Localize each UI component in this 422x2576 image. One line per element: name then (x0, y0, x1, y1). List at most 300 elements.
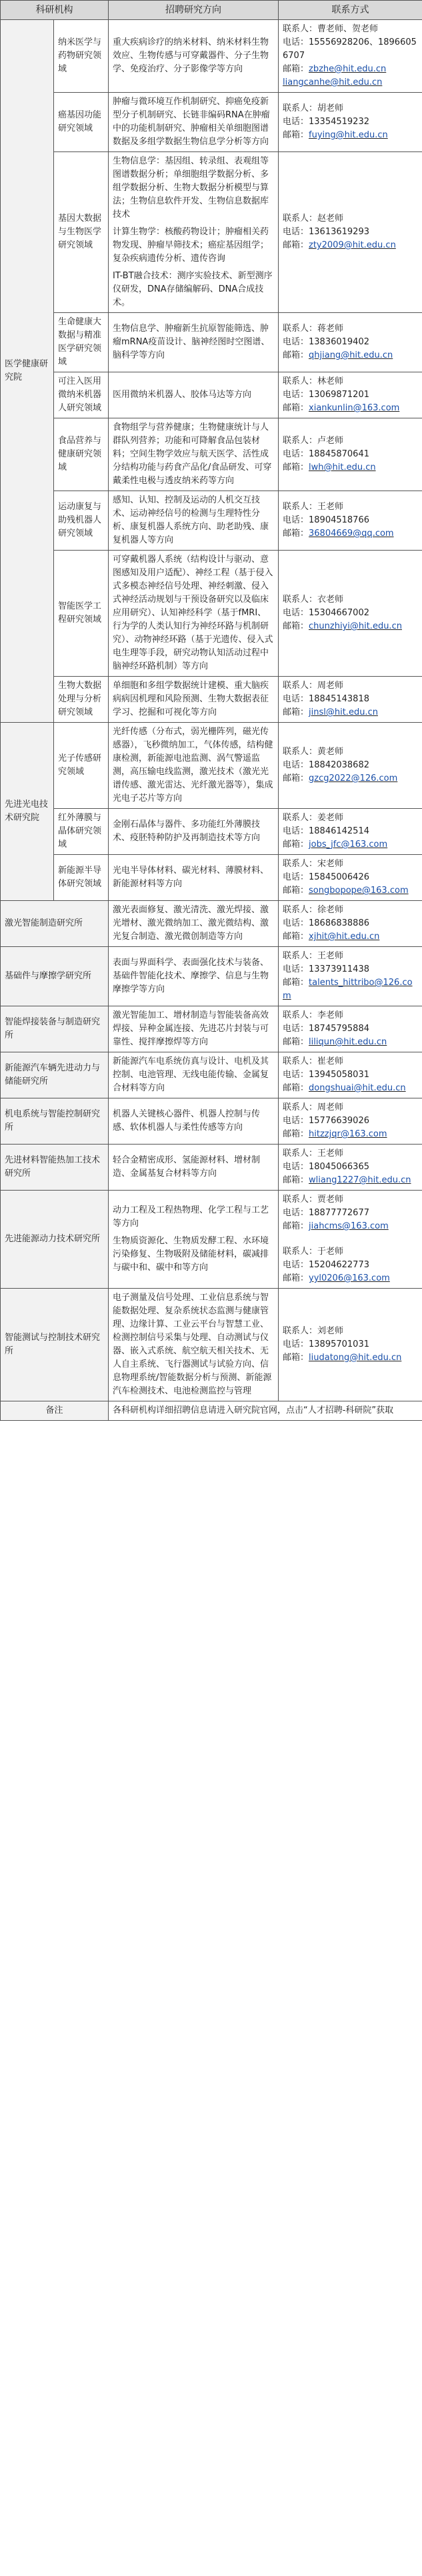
research-field: 智能医学工程研究领域 (54, 551, 109, 677)
research-institute: 智能测试与控制技术研究所 (1, 1289, 109, 1401)
phone-number: 15304667002 (309, 608, 369, 618)
contact-info (279, 855, 422, 901)
research-institute: 新能源汽车辆先进动力与储能研究所 (1, 1052, 109, 1098)
phone-label: 电话： (283, 918, 309, 928)
email-link[interactable] (309, 1273, 390, 1283)
contact-info (279, 947, 422, 1006)
header-direction: 招聘研究方向 (109, 1, 279, 20)
phone-number: 15776639026 (309, 1116, 369, 1126)
email-link[interactable] (309, 130, 388, 140)
contact-phone (283, 871, 418, 884)
phone-label: 电话： (283, 694, 309, 704)
contact-phone (283, 115, 418, 129)
email-link[interactable] (309, 1037, 387, 1047)
table-row (1, 1289, 422, 1401)
direction-text: 单细胞和多组学数据统计建模、重大脑疾病病因机理和风险预测、生物大数据表征学习、挖掘和可视化等方向 (113, 681, 269, 717)
contact-label: 联系人： (283, 1010, 318, 1020)
phone-number: 13613619293 (309, 227, 369, 237)
research-direction (109, 491, 279, 551)
contact-label: 联系人： (283, 103, 318, 113)
table-header (1, 1, 422, 20)
table-row (1, 901, 422, 947)
email-label: 邮箱： (283, 462, 309, 472)
note-text: 各科研机构详细招聘信息请进入研究院官网，点击“人才招聘-科研院”获取 (109, 1401, 422, 1421)
contact-info (279, 809, 422, 855)
email-address[interactable]: jiahcms@163.com (309, 1221, 389, 1231)
contact-info (279, 418, 422, 491)
phone-number: 18045066365 (309, 1162, 369, 1172)
contact-name: 衣老师 (317, 595, 344, 605)
contact-label: 联系人： (283, 324, 318, 334)
research-institute: 先进能源动力技术研究所 (1, 1191, 109, 1289)
email-link[interactable] (309, 886, 409, 896)
contact-name: 王老师 (317, 951, 344, 961)
contact-name: 曹老师、贺老师 (317, 24, 379, 34)
contact-name: 姜老师 (317, 813, 344, 823)
contact-label: 联系人： (283, 951, 318, 961)
direction-text: 生物质资源化、生物质发酵工程、水环境污染修复、生物吸附及储能材料，碳减排与碳中和、碳中和等方向 (113, 1236, 269, 1273)
contact-label: 联系人： (283, 747, 318, 757)
phone-number: 15845006426 (309, 872, 369, 882)
email-address[interactable]: liudatong@hit.edu.cn (309, 1353, 402, 1363)
contact-phone (283, 514, 418, 527)
contact-info (279, 1052, 422, 1098)
contact-label: 联系人： (283, 1102, 318, 1112)
research-field: 可注入医用微纳米机器人研究领域 (54, 372, 109, 418)
contact-phone (283, 963, 418, 976)
contact-phone (283, 1207, 418, 1220)
phone-label: 电话： (283, 337, 309, 347)
contact-info (279, 152, 422, 313)
note-label: 备注 (1, 1401, 109, 1421)
research-direction (109, 93, 279, 152)
contact-email (283, 63, 418, 89)
phone-label: 电话： (283, 1116, 309, 1126)
contact-info (279, 1006, 422, 1052)
direction-text: 光纤传感（分布式，弱光栅阵列，磁光传感器），飞秒微纳加工，气体传感，结构健康检测，新能源电池监测、涡气警遥监测，高压输电线监测，激光技术（激光光谱传感、激光雷达、光纤激光器等），集成光电子芯片等方向 (113, 727, 273, 803)
research-field: 癌基因功能研究领域 (54, 93, 109, 152)
research-direction (109, 677, 279, 723)
email-address[interactable]: 36804669@qq.com (309, 529, 394, 539)
research-direction (109, 1098, 279, 1145)
table-row (1, 677, 422, 723)
phone-label: 电话： (283, 515, 309, 525)
email-link[interactable] (309, 240, 396, 250)
email-address[interactable]: chunzhiyi@hit.edu.cn (309, 621, 402, 631)
research-field: 生命健康大数据与精准医学研究领域 (54, 313, 109, 372)
contact-info (279, 491, 422, 551)
email-link[interactable] (309, 403, 399, 413)
email-label: 邮箱： (283, 1221, 309, 1231)
contact-email (283, 930, 418, 944)
research-field: 运动康复与助残机器人研究领域 (54, 491, 109, 551)
table-row (1, 551, 422, 677)
email-address[interactable]: wliang1227@hit.edu.cn (309, 1175, 411, 1185)
direction-text: 感知、认知、控制及运动的人机交互技术、运动神经信号的检测与生理特性分析、康复机器人系统方向、助老助残、康复机器人等方向 (113, 495, 269, 545)
contact-phone (283, 1068, 418, 1082)
research-direction (109, 947, 279, 1006)
email-address[interactable]: liangcanhe@hit.edu.cn (283, 77, 383, 87)
research-institute: 基础件与摩擦学研究所 (1, 947, 109, 1006)
direction-text: 电子测量及信号处理、工业信息系统与智能数据处理、复杂系统状态监测与健康管理、边缘计算、工业云平台与智慧工业、检测控制信号采集与处理、自动测试与仪器、嵌入式系统、航空航天相关技术、无人自主系统、飞行器测试与试验方向、信息物理系统/智能数据分析与预测、新能源汽车检测技术、电池检测监控与管理 (113, 1293, 272, 1396)
contact-info (279, 313, 422, 372)
phone-label: 电话： (283, 608, 309, 618)
phone-label: 电话： (283, 37, 309, 47)
contact-name: 王老师 (317, 1149, 344, 1159)
contact-email (283, 402, 418, 415)
contact-info (279, 677, 422, 723)
contact-name: 贾老师 (317, 1195, 344, 1205)
email-label: 邮箱： (283, 773, 309, 783)
contact-phone (283, 917, 418, 930)
contact-label: 联系人： (283, 214, 318, 224)
research-direction (109, 551, 279, 677)
email-label: 邮箱： (283, 1353, 309, 1363)
direction-text: 生物信息学：基因组、转录组、表观组等图谱数据分析；单细胞组学数据分析、多组学数据分析、生物大数据分析模型与算法；生物信息软件开发、生物信息数据库技术 (113, 156, 269, 220)
phone-number: 18845143818 (309, 694, 369, 704)
contact-name: 林老师 (317, 376, 344, 386)
contact-person (283, 950, 418, 963)
research-field: 新能源半导体研究领域 (54, 855, 109, 901)
phone-label: 电话： (283, 826, 309, 836)
phone-number: 13373911438 (309, 964, 369, 974)
contact-name: 李老师 (317, 1010, 344, 1020)
email-label: 邮箱： (283, 529, 309, 539)
email-link[interactable] (283, 77, 382, 87)
contact-label: 联系人： (283, 905, 318, 915)
email-link[interactable] (309, 529, 394, 539)
direction-text: 机器人关键核心器件、机器人控制与传感、软体机器人与柔性传感等方向 (113, 1109, 261, 1133)
email-label: 邮箱： (283, 64, 309, 74)
contact-person (283, 812, 418, 825)
email-link[interactable] (309, 350, 393, 360)
table-row (1, 1006, 422, 1052)
phone-label: 电话： (283, 117, 309, 127)
contact-person (283, 1101, 418, 1114)
email-link[interactable] (309, 462, 376, 472)
contact-phone (283, 759, 418, 772)
phone-number: 18745795884 (309, 1024, 369, 1034)
phone-number: 13945058031 (309, 1070, 369, 1080)
contact-info (279, 372, 422, 418)
email-label: 邮箱： (283, 932, 309, 942)
table-row (1, 947, 422, 1006)
research-direction (109, 152, 279, 313)
research-institute: 智能焊接装备与制造研究所 (1, 1006, 109, 1052)
research-institute: 先进材料智能热加工技术研究所 (1, 1145, 109, 1191)
contact-name: 刘老师 (317, 1326, 344, 1336)
email-label: 邮箱： (283, 1129, 309, 1139)
research-direction (109, 855, 279, 901)
phone-label: 电话： (283, 1208, 309, 1218)
contact-label: 联系人： (283, 1326, 318, 1336)
contact-email (283, 1082, 418, 1095)
email-address[interactable]: jinsl@hit.edu.cn (309, 707, 378, 717)
phone-label: 电话： (283, 1339, 309, 1349)
phone-label: 电话： (283, 1162, 309, 1172)
email-address[interactable]: lwh@hit.edu.cn (309, 462, 376, 472)
phone-label: 电话： (283, 1024, 309, 1034)
contact-person (283, 1147, 418, 1161)
contact-phone (283, 607, 418, 620)
phone-number: 18877772677 (309, 1208, 369, 1218)
research-direction (109, 1052, 279, 1098)
email-address[interactable]: dongshuai@hit.edu.cn (309, 1083, 406, 1093)
institute-name: 先进光电技术研究院 (1, 723, 54, 901)
email-address[interactable]: jobs_jfc@163.com (309, 840, 388, 850)
contact-info (279, 1098, 422, 1145)
table-row (1, 152, 422, 313)
email-label: 邮箱： (283, 130, 309, 140)
email-address[interactable]: qhjiang@hit.edu.cn (309, 350, 393, 360)
phone-number: 18846142514 (309, 826, 369, 836)
email-label: 邮箱： (283, 840, 309, 850)
contact-info (279, 723, 422, 809)
direction-text: 激光表面修复、激光清洗、激光焊接、激光增材、激光微纳加工、激光微结构、激光复合制造、激光微创制造等方向 (113, 905, 269, 942)
research-direction (109, 1006, 279, 1052)
contact-phone (283, 1259, 418, 1272)
phone-number: 13836019402 (309, 337, 369, 347)
phone-label: 电话： (283, 449, 309, 459)
email-link[interactable] (309, 932, 379, 942)
contact-label: 联系人： (283, 813, 318, 823)
contact-person (283, 904, 418, 917)
contact-name: 宋老师 (317, 859, 344, 869)
contact-label: 联系人： (283, 859, 318, 869)
contact-info (279, 901, 422, 947)
direction-text: 食物组学与营养健康；生物健康统计与人群队列营养；功能和可降解食品包装材料；空间生物学效应与航天医学、活性成分结构功能与药食产品化/食品研发、可穿戴柔性电极与透皮纳米药等方向 (113, 422, 272, 486)
table-row (1, 313, 422, 372)
email-address[interactable]: talents_hittribo@126.com (283, 978, 413, 1001)
contact-name: 胡老师 (317, 103, 344, 113)
contact-label: 联系人： (283, 681, 318, 691)
direction-text: IT-BT融合技术：测序实验技术、新型测序仪研发，DNA存储编解码、DNA合成技术。 (113, 271, 273, 308)
institute-name: 医学健康研究院 (1, 20, 54, 723)
research-field: 光子传感研究领域 (54, 723, 109, 809)
email-address[interactable]: gzcg2022@126.com (309, 773, 398, 783)
research-direction (109, 418, 279, 491)
contact-person (283, 102, 418, 115)
email-label: 邮箱： (283, 350, 309, 360)
email-address[interactable]: yyl0206@163.com (309, 1273, 390, 1283)
contact-name: 赵老师 (317, 214, 344, 224)
research-field: 红外薄膜与晶体研究领域 (54, 809, 109, 855)
contact-phone (283, 388, 418, 402)
table-row (1, 372, 422, 418)
contact-email (283, 527, 418, 541)
direction-text: 生物信息学、肿瘤新生抗原智能筛选、肿瘤mRNA疫苗设计、脑神经图时空图谱、脑科学等方向 (113, 324, 270, 360)
contact-person (283, 501, 418, 514)
contact-name: 周老师 (317, 1102, 344, 1112)
research-direction (109, 313, 279, 372)
contact-name: 周老师 (317, 681, 344, 691)
email-label: 邮箱： (283, 1037, 309, 1047)
email-address[interactable]: xiankunlin@163.com (309, 403, 400, 413)
contact-label: 联系人： (283, 1056, 318, 1066)
phone-label: 电话： (283, 760, 309, 770)
email-link[interactable] (309, 707, 378, 717)
email-label: 邮箱： (283, 978, 309, 988)
contact-email (283, 349, 418, 362)
phone-label: 电话： (283, 1260, 309, 1270)
table-row (1, 93, 422, 152)
contact-info (279, 93, 422, 152)
research-direction (109, 723, 279, 809)
email-link[interactable] (309, 840, 387, 850)
phone-number: 18686838886 (309, 918, 369, 928)
email-address[interactable]: zty2009@hit.edu.cn (309, 240, 396, 250)
contact-label: 联系人： (283, 595, 318, 605)
contact-person (283, 375, 418, 388)
contact-label: 联系人： (283, 24, 318, 34)
email-address[interactable]: songbopope@163.com (309, 886, 409, 896)
table-row (1, 20, 422, 93)
direction-text: 动力工程及工程热物理、化学工程与工艺等方向 (113, 1205, 269, 1229)
contact-info (279, 1289, 422, 1401)
contact-person (283, 322, 418, 336)
table-row (1, 1098, 422, 1145)
phone-number: 18845870641 (309, 449, 369, 459)
contact-label: 联系人： (283, 1195, 318, 1205)
contact-person (283, 745, 418, 759)
contact-email (283, 1128, 418, 1141)
direction-text: 表面与界面科学、表面强化技术与装备、基础件智能化技术、摩擦学、信息与生物摩擦学等方向 (113, 958, 269, 994)
contact-person (283, 212, 418, 226)
contact-name: 黄老师 (317, 747, 344, 757)
research-direction (109, 809, 279, 855)
contact-email (283, 706, 418, 719)
contact-label: 联系人： (283, 1247, 318, 1257)
contact-name: 蒋老师 (317, 324, 344, 334)
contact-phone (283, 336, 418, 349)
contact-email (283, 838, 418, 852)
table-row (1, 1191, 422, 1289)
contact-email (283, 461, 418, 474)
research-direction (109, 901, 279, 947)
contact-phone (283, 693, 418, 706)
contact-name: 崔老师 (317, 1056, 344, 1066)
contact-phone (283, 1338, 418, 1351)
contact-email (283, 620, 418, 633)
direction-text: 可穿戴机器人系统（结构设计与驱动、意图感知及用户适配）、神经工程（基于侵入式多模态神经信号处理、神经刺激、侵入式神经活动规划与干预设备研究以及临床应用研究）、认知神经科学（基于fMRI、行为学的人类认知行为神经环路与机制研究）、动物神经环路（基于光遗传、侵入式电生理等手段，研究动物认知活动过程中脑神经环路机制）等方向 (113, 555, 273, 671)
contact-info (279, 20, 422, 93)
phone-number: 13069871201 (309, 390, 369, 400)
contact-email (283, 1174, 418, 1187)
contact-phone (283, 226, 418, 239)
contact-email (283, 976, 418, 1003)
header-contact: 联系方式 (279, 1, 422, 20)
contact-info (279, 1191, 422, 1289)
email-link[interactable] (309, 1129, 387, 1139)
contact-email (283, 772, 418, 785)
table-row (1, 418, 422, 491)
contact-email (283, 1272, 418, 1285)
contact-phone (283, 825, 418, 838)
contact-person (283, 593, 418, 607)
contact-label: 联系人： (283, 436, 318, 446)
note-row (1, 1401, 422, 1421)
header-org: 科研机构 (1, 1, 109, 20)
email-address[interactable]: fuying@hit.edu.cn (309, 130, 388, 140)
contact-info (279, 551, 422, 677)
direction-text: 轻合金精密成形、氢能源材料、增材制造、金属基复合材料等方向 (113, 1155, 261, 1179)
contact-person (283, 1325, 418, 1338)
contact-phone (283, 448, 418, 461)
phone-label: 电话： (283, 1070, 309, 1080)
direction-text: 光电半导体材料、碳光材料、薄膜材料、新能源材料等方向 (113, 866, 269, 889)
email-label: 邮箱： (283, 240, 309, 250)
phone-label: 电话： (283, 390, 309, 400)
research-field: 纳米医学与药物研究领域 (54, 20, 109, 93)
research-direction (109, 1191, 279, 1289)
direction-text: 重大疾病诊疗的纳米材料、纳米材料生物效应、生物传感与可穿戴器件、分子生物学、免疫治疗、分子影像学等方向 (113, 37, 269, 74)
email-link[interactable] (309, 1175, 411, 1185)
table-row (1, 809, 422, 855)
email-link[interactable] (309, 64, 386, 74)
email-link[interactable] (309, 621, 402, 631)
phone-number: 15204622773 (309, 1260, 369, 1270)
research-institute: 激光智能制造研究所 (1, 901, 109, 947)
spacer (283, 1233, 418, 1245)
contact-email (283, 1036, 418, 1049)
phone-number: 13895701031 (309, 1339, 369, 1349)
email-label: 邮箱： (283, 886, 309, 896)
contact-name: 徐老师 (317, 905, 344, 915)
contact-label: 联系人： (283, 376, 318, 386)
contact-email (283, 1351, 418, 1365)
contact-phone (283, 36, 418, 63)
contact-person (283, 679, 418, 693)
email-link[interactable] (309, 1083, 406, 1093)
phone-number: 18904518766 (309, 515, 369, 525)
research-direction (109, 20, 279, 93)
direction-text: 金刚石晶体与器件、多功能红外薄膜技术、疫胚特种防护及再制造技术等方向 (113, 820, 261, 843)
contact-person (283, 1193, 418, 1207)
direction-text: 新能源汽车电系统仿真与设计、电机及其控制、电池管理、无线电能传输、金属复合材料等方向 (113, 1056, 269, 1093)
contact-person (283, 1055, 418, 1068)
table-row (1, 1145, 422, 1191)
contact-info (279, 1145, 422, 1191)
email-link[interactable] (309, 1353, 401, 1363)
contact-person (283, 1009, 418, 1022)
research-institute: 机电系统与智能控制研究所 (1, 1098, 109, 1145)
phone-number: 15556928206、18966056707 (283, 37, 417, 61)
email-address[interactable]: hitzzjqr@163.com (309, 1129, 387, 1139)
direction-text: 激光智能加工、增材制造与智能装备高效焊接、异种金属连接、先进芯片封装与可靠性、搅拌摩擦焊等方向 (113, 1010, 269, 1047)
contact-email (283, 884, 418, 898)
email-link[interactable] (309, 1221, 389, 1231)
email-link[interactable] (309, 773, 397, 783)
email-address[interactable]: liliqun@hit.edu.cn (309, 1037, 387, 1047)
direction-text: 医用微纳米机器人、胶体马达等方向 (113, 390, 252, 400)
contact-name: 于老师 (317, 1247, 344, 1257)
contact-email (283, 129, 418, 142)
direction-text: 计算生物学：核酸药物设计；肿瘤相关药物发现、肿瘤早筛技术；癌症基因组学；复杂疾病遗传分析、遗传咨询 (113, 227, 269, 264)
contact-person (283, 434, 418, 448)
email-label: 邮箱： (283, 707, 309, 717)
contact-name: 卢老师 (317, 436, 344, 446)
email-address[interactable]: xjhit@hit.edu.cn (309, 932, 380, 942)
phone-label: 电话： (283, 964, 309, 974)
email-label: 邮箱： (283, 403, 309, 413)
email-address[interactable]: zbzhe@hit.edu.cn (309, 64, 387, 74)
research-field: 食品营养与健康研究领域 (54, 418, 109, 491)
contact-phone (283, 1114, 418, 1128)
table-row (1, 855, 422, 901)
contact-email (283, 239, 418, 252)
direction-text: 肿瘤与微环境互作机制研究、抑癌免疫新型分子机制研究、长链非编码RNA在肿瘤中的功能机制研究、肿瘤相关单细胞图谱数据及多组学数据生物信息学分析等方向 (113, 97, 270, 147)
contact-label: 联系人： (283, 1149, 318, 1159)
